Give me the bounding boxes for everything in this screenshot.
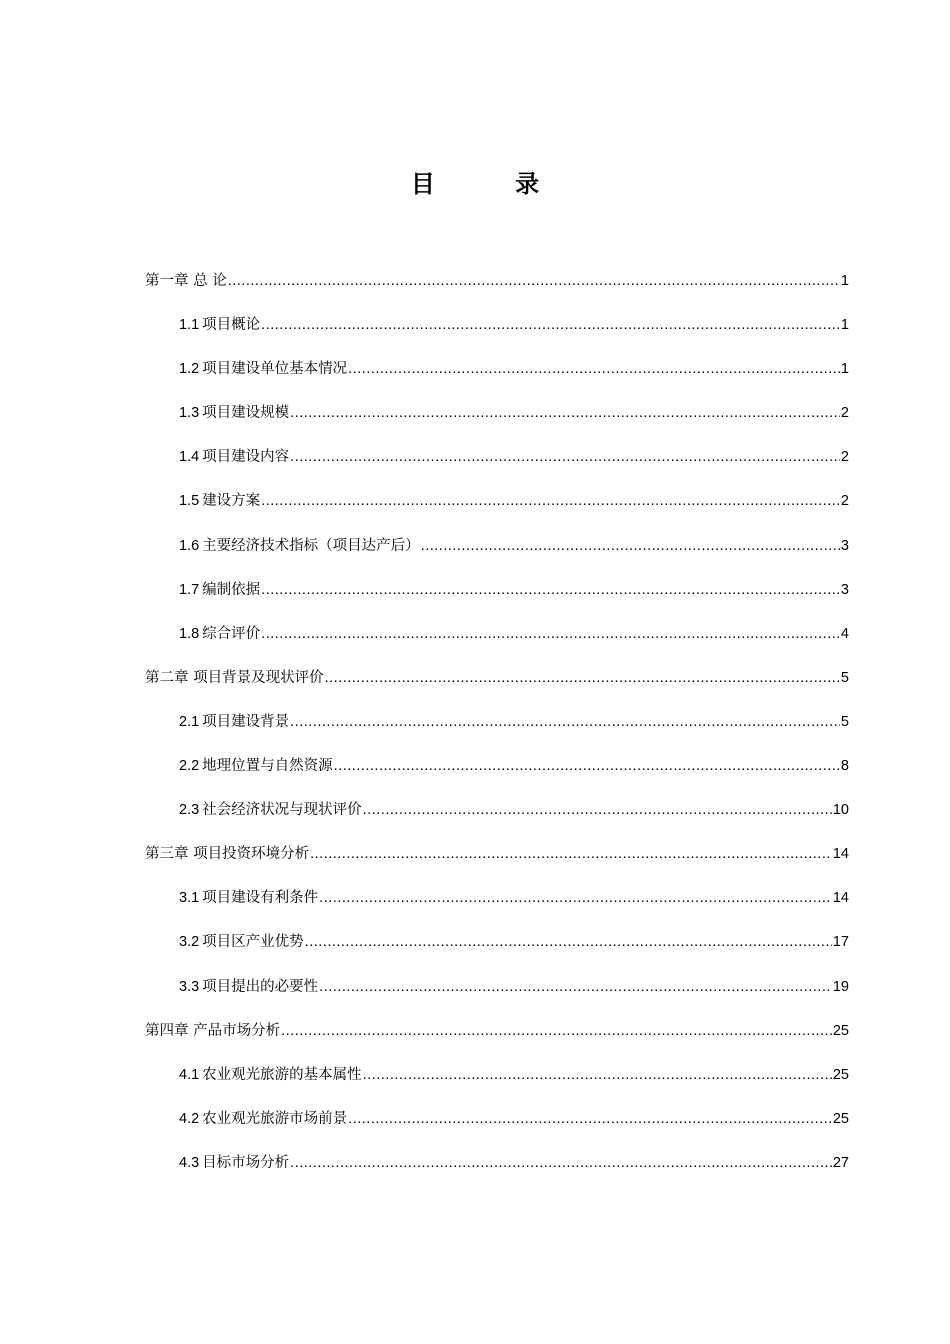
toc-chapter-entry[interactable] <box>145 663 849 707</box>
toc-entry-number: 4.1 <box>179 1066 200 1083</box>
toc-entry-label: 项目建设背景 <box>202 713 290 730</box>
toc-entry-label: 社会经济状况与现状评价 <box>202 802 362 819</box>
toc-entry-page-number: 5 <box>840 669 849 686</box>
toc-entry-label: 第三章 项目投资环境分析 <box>145 846 310 863</box>
toc-entry-number: 2.2 <box>179 758 200 775</box>
toc-section-entry[interactable] <box>145 398 849 442</box>
toc-entry-number: 4.3 <box>179 1154 200 1171</box>
toc-dot-leader <box>261 486 840 516</box>
toc-section-entry[interactable] <box>145 486 849 530</box>
toc-section-entry[interactable] <box>145 531 849 575</box>
toc-entry-page-number: 25 <box>832 1066 849 1083</box>
toc-entry-page-number: 1 <box>840 273 849 289</box>
toc-dot-leader <box>363 1060 832 1090</box>
toc-entry-number: 3.1 <box>179 890 200 907</box>
toc-entry-page-number: 2 <box>840 493 849 510</box>
toc-entry-label: 项目提出的必要性 <box>202 978 319 995</box>
toc-section-entry[interactable] <box>145 795 849 839</box>
toc-entry-label: 地理位置与自然资源 <box>202 758 333 775</box>
toc-entry-page-number: 27 <box>832 1154 849 1171</box>
toc-chapter-entry[interactable] <box>145 839 849 883</box>
toc-entry-number: 3.2 <box>179 934 200 951</box>
toc-dot-leader <box>348 1104 832 1134</box>
toc-section-entry[interactable] <box>145 619 849 663</box>
toc-entry-page-number: 25 <box>832 1022 849 1039</box>
toc-entry-label: 项目概论 <box>202 317 261 334</box>
toc-section-entry[interactable] <box>145 707 849 751</box>
toc-entry-page-number: 1 <box>840 361 849 378</box>
toc-dot-leader <box>290 442 840 472</box>
toc-entry-page-number: 2 <box>840 405 849 422</box>
toc-entry-number: 1.8 <box>179 625 200 642</box>
toc-list <box>145 266 849 1192</box>
toc-entry-label: 项目建设内容 <box>202 449 290 466</box>
toc-chapter-entry[interactable] <box>145 266 849 310</box>
toc-title: 目 录 <box>410 170 576 199</box>
toc-section-entry[interactable] <box>145 751 849 795</box>
toc-entry-page-number: 2 <box>840 449 849 466</box>
toc-dot-leader <box>228 266 840 296</box>
toc-entry-label: 主要经济技术指标（项目达产后） <box>202 537 420 554</box>
toc-entry-page-number: 8 <box>840 758 849 775</box>
toc-dot-leader <box>261 575 840 605</box>
toc-dot-leader <box>363 795 832 825</box>
toc-entry-page-number: 14 <box>832 846 849 863</box>
toc-entry-page-number: 10 <box>832 802 849 819</box>
toc-entry-number: 1.4 <box>179 449 200 466</box>
toc-entry-label: 项目建设有利条件 <box>202 890 319 907</box>
toc-section-entry[interactable] <box>145 575 849 619</box>
toc-entry-number: 1.7 <box>179 581 200 598</box>
toc-entry-page-number: 1 <box>840 317 849 334</box>
toc-entry-label: 编制依据 <box>202 581 261 598</box>
toc-dot-leader <box>290 1148 832 1178</box>
toc-entry-number: 1.6 <box>179 537 200 554</box>
toc-section-entry[interactable] <box>145 1148 849 1192</box>
toc-dot-leader <box>325 663 840 693</box>
toc-section-entry[interactable] <box>145 1060 849 1104</box>
toc-entry-page-number: 3 <box>840 581 849 598</box>
toc-dot-leader <box>319 972 832 1002</box>
toc-entry-number: 2.3 <box>179 802 200 819</box>
toc-dot-leader <box>281 1016 832 1046</box>
toc-entry-number: 3.3 <box>179 978 200 995</box>
toc-dot-leader <box>334 751 840 781</box>
toc-dot-leader <box>305 927 832 957</box>
toc-entry-label: 第二章 项目背景及现状评价 <box>145 669 324 686</box>
toc-section-entry[interactable] <box>145 972 849 1016</box>
toc-entry-label: 第一章 总 论 <box>145 273 227 289</box>
toc-entry-number: 1.5 <box>179 493 200 510</box>
toc-section-entry[interactable] <box>145 927 849 971</box>
toc-entry-page-number: 17 <box>832 934 849 951</box>
toc-dot-leader <box>261 310 840 340</box>
toc-entry-label: 目标市场分析 <box>202 1154 290 1171</box>
toc-entry-page-number: 3 <box>840 537 849 554</box>
toc-entry-label: 项目建设单位基本情况 <box>202 361 348 378</box>
toc-entry-number: 1.1 <box>179 317 200 334</box>
toc-section-entry[interactable] <box>145 442 849 486</box>
toc-entry-number: 1.3 <box>179 405 200 422</box>
toc-chapter-entry[interactable] <box>145 1016 849 1060</box>
toc-dot-leader <box>348 354 840 384</box>
toc-entry-page-number: 25 <box>832 1110 849 1127</box>
toc-entry-number: 1.2 <box>179 361 200 378</box>
toc-section-entry[interactable] <box>145 1104 849 1148</box>
toc-entry-page-number: 19 <box>832 978 849 995</box>
toc-entry-label: 农业观光旅游市场前景 <box>202 1110 348 1127</box>
toc-entry-label: 农业观光旅游的基本属性 <box>202 1066 362 1083</box>
toc-dot-leader <box>261 619 840 649</box>
toc-entry-page-number: 4 <box>840 625 849 642</box>
toc-section-entry[interactable] <box>145 310 849 354</box>
toc-section-entry[interactable] <box>145 354 849 398</box>
toc-entry-number: 2.1 <box>179 713 200 730</box>
toc-entry-number: 4.2 <box>179 1110 200 1127</box>
toc-entry-label: 第四章 产品市场分析 <box>145 1022 281 1039</box>
toc-dot-leader <box>290 398 840 428</box>
toc-dot-leader <box>290 707 840 737</box>
toc-dot-leader <box>421 531 840 561</box>
toc-entry-page-number: 14 <box>832 890 849 907</box>
toc-dot-leader <box>310 839 832 869</box>
toc-entry-label: 建设方案 <box>202 493 261 510</box>
toc-entry-label: 项目建设规模 <box>202 405 290 422</box>
toc-section-entry[interactable] <box>145 883 849 927</box>
toc-entry-label: 项目区产业优势 <box>202 934 304 951</box>
toc-entry-page-number: 5 <box>840 713 849 730</box>
toc-entry-label: 综合评价 <box>202 625 261 642</box>
toc-dot-leader <box>319 883 832 913</box>
